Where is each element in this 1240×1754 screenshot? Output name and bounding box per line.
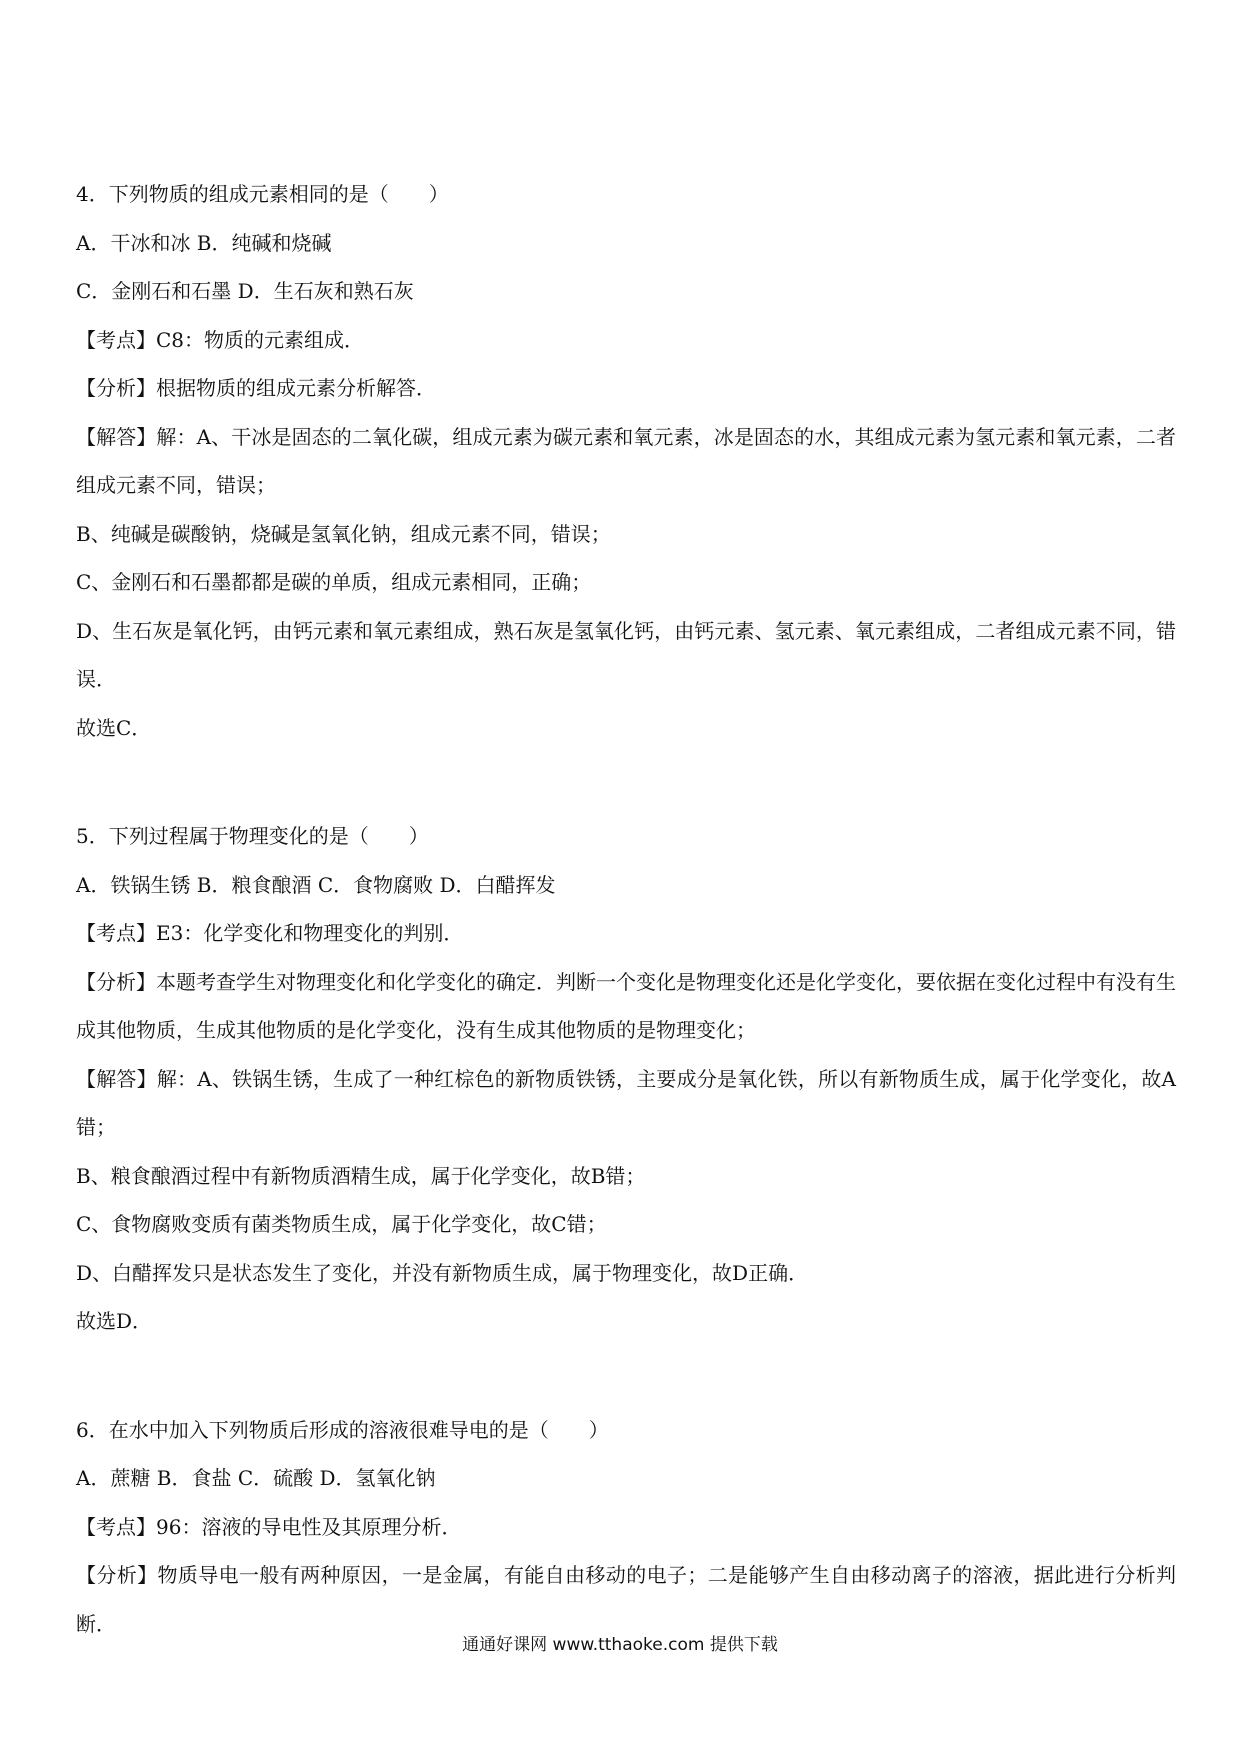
question-4-stem: 4．下列物质的组成元素相同的是（ ） [76, 182, 449, 206]
question-4-jieda: 【解答】解：A、干冰是固态的二氧化碳，组成元素为碳元素和氧元素，冰是固态的水，其组成元素为氢元素和氧元素，二者组成元素不同，错误； [76, 424, 1176, 497]
question-6-fenxi: 【分析】物质导电一般有两种原因，一是金属，有能自由移动的电子；二是能够产生自由移动离子的溶液，据此进行分析判断． [76, 1563, 1176, 1636]
question-4-fenxi: 【分析】根据物质的组成元素分析解答． [76, 376, 436, 400]
question-5-option-b-explain: B、粮食酿酒过程中有新物质酒精生成，属于化学变化，故B错； [76, 1163, 646, 1188]
question-4-options-ab: A．干冰和冰 B．纯碱和烧碱 [76, 230, 332, 255]
question-5-stem: 5．下列过程属于物理变化的是（ ） [76, 824, 429, 848]
question-5-options: A．铁锅生锈 B．粮食酿酒 C．食物腐败 D．白醋挥发 [76, 872, 556, 897]
question-6-options: A．蔗糖 B．食盐 C．硫酸 D．氢氧化钠 [76, 1466, 436, 1490]
question-5-option-c-explain: C、食物腐败变质有菌类物质生成，属于化学变化，故C错； [76, 1212, 607, 1236]
question-4-option-c-explain: C、金刚石和石墨都都是碳的单质，组成元素相同，正确； [76, 570, 592, 594]
question-5-jieda: 【解答】解：A、铁锅生锈，生成了一种红棕色的新物质铁锈，主要成分是氧化铁，所以有新物质生成，属于化学变化，故A错； [76, 1066, 1176, 1139]
question-4-option-b-explain: B、纯碱是碳酸钠，烧碱是氢氧化钠，组成元素不同，错误； [76, 521, 611, 546]
question-5-kaodian: 【考点】E3：化学变化和物理变化的判别． [76, 921, 464, 945]
question-4-answer: 故选C． [76, 715, 152, 740]
question-5-answer: 故选D． [76, 1309, 153, 1333]
question-5-fenxi: 【分析】本题考查学生对物理变化和化学变化的确定．判断一个变化是物理变化还是化学变化，要依据在变化过程中有没有生成其他物质，生成其他物质的是化学变化，没有生成其他物质的是物理变化； [76, 969, 1176, 1042]
question-5 [76, 812, 1176, 1346]
question-4-kaodian: 【考点】C8：物质的元素组成． [76, 327, 365, 352]
question-6 [76, 1406, 1176, 1649]
question-4-option-d-explain: D、生石灰是氧化钙，由钙元素和氧元素组成，熟石灰是氢氧化钙，由钙元素、氢元素、氧元素组成，二者组成元素不同，错误． [76, 618, 1176, 691]
question-6-kaodian: 【考点】96：溶液的导电性及其原理分析． [76, 1514, 462, 1539]
question-4 [76, 170, 1176, 752]
page-footer: 通通好课网 www.tthaoke.com 提供下载 [462, 1635, 778, 1655]
page-content [76, 170, 1176, 1648]
question-4-options-cd: C．金刚石和石墨 D．生石灰和熟石灰 [76, 279, 414, 303]
question-6-stem: 6．在水中加入下列物质后形成的溶液很难导电的是（ ） [76, 1417, 609, 1442]
question-5-option-d-explain: D、白醋挥发只是状态发生了变化，并没有新物质生成，属于物理变化，故D正确． [76, 1260, 809, 1285]
